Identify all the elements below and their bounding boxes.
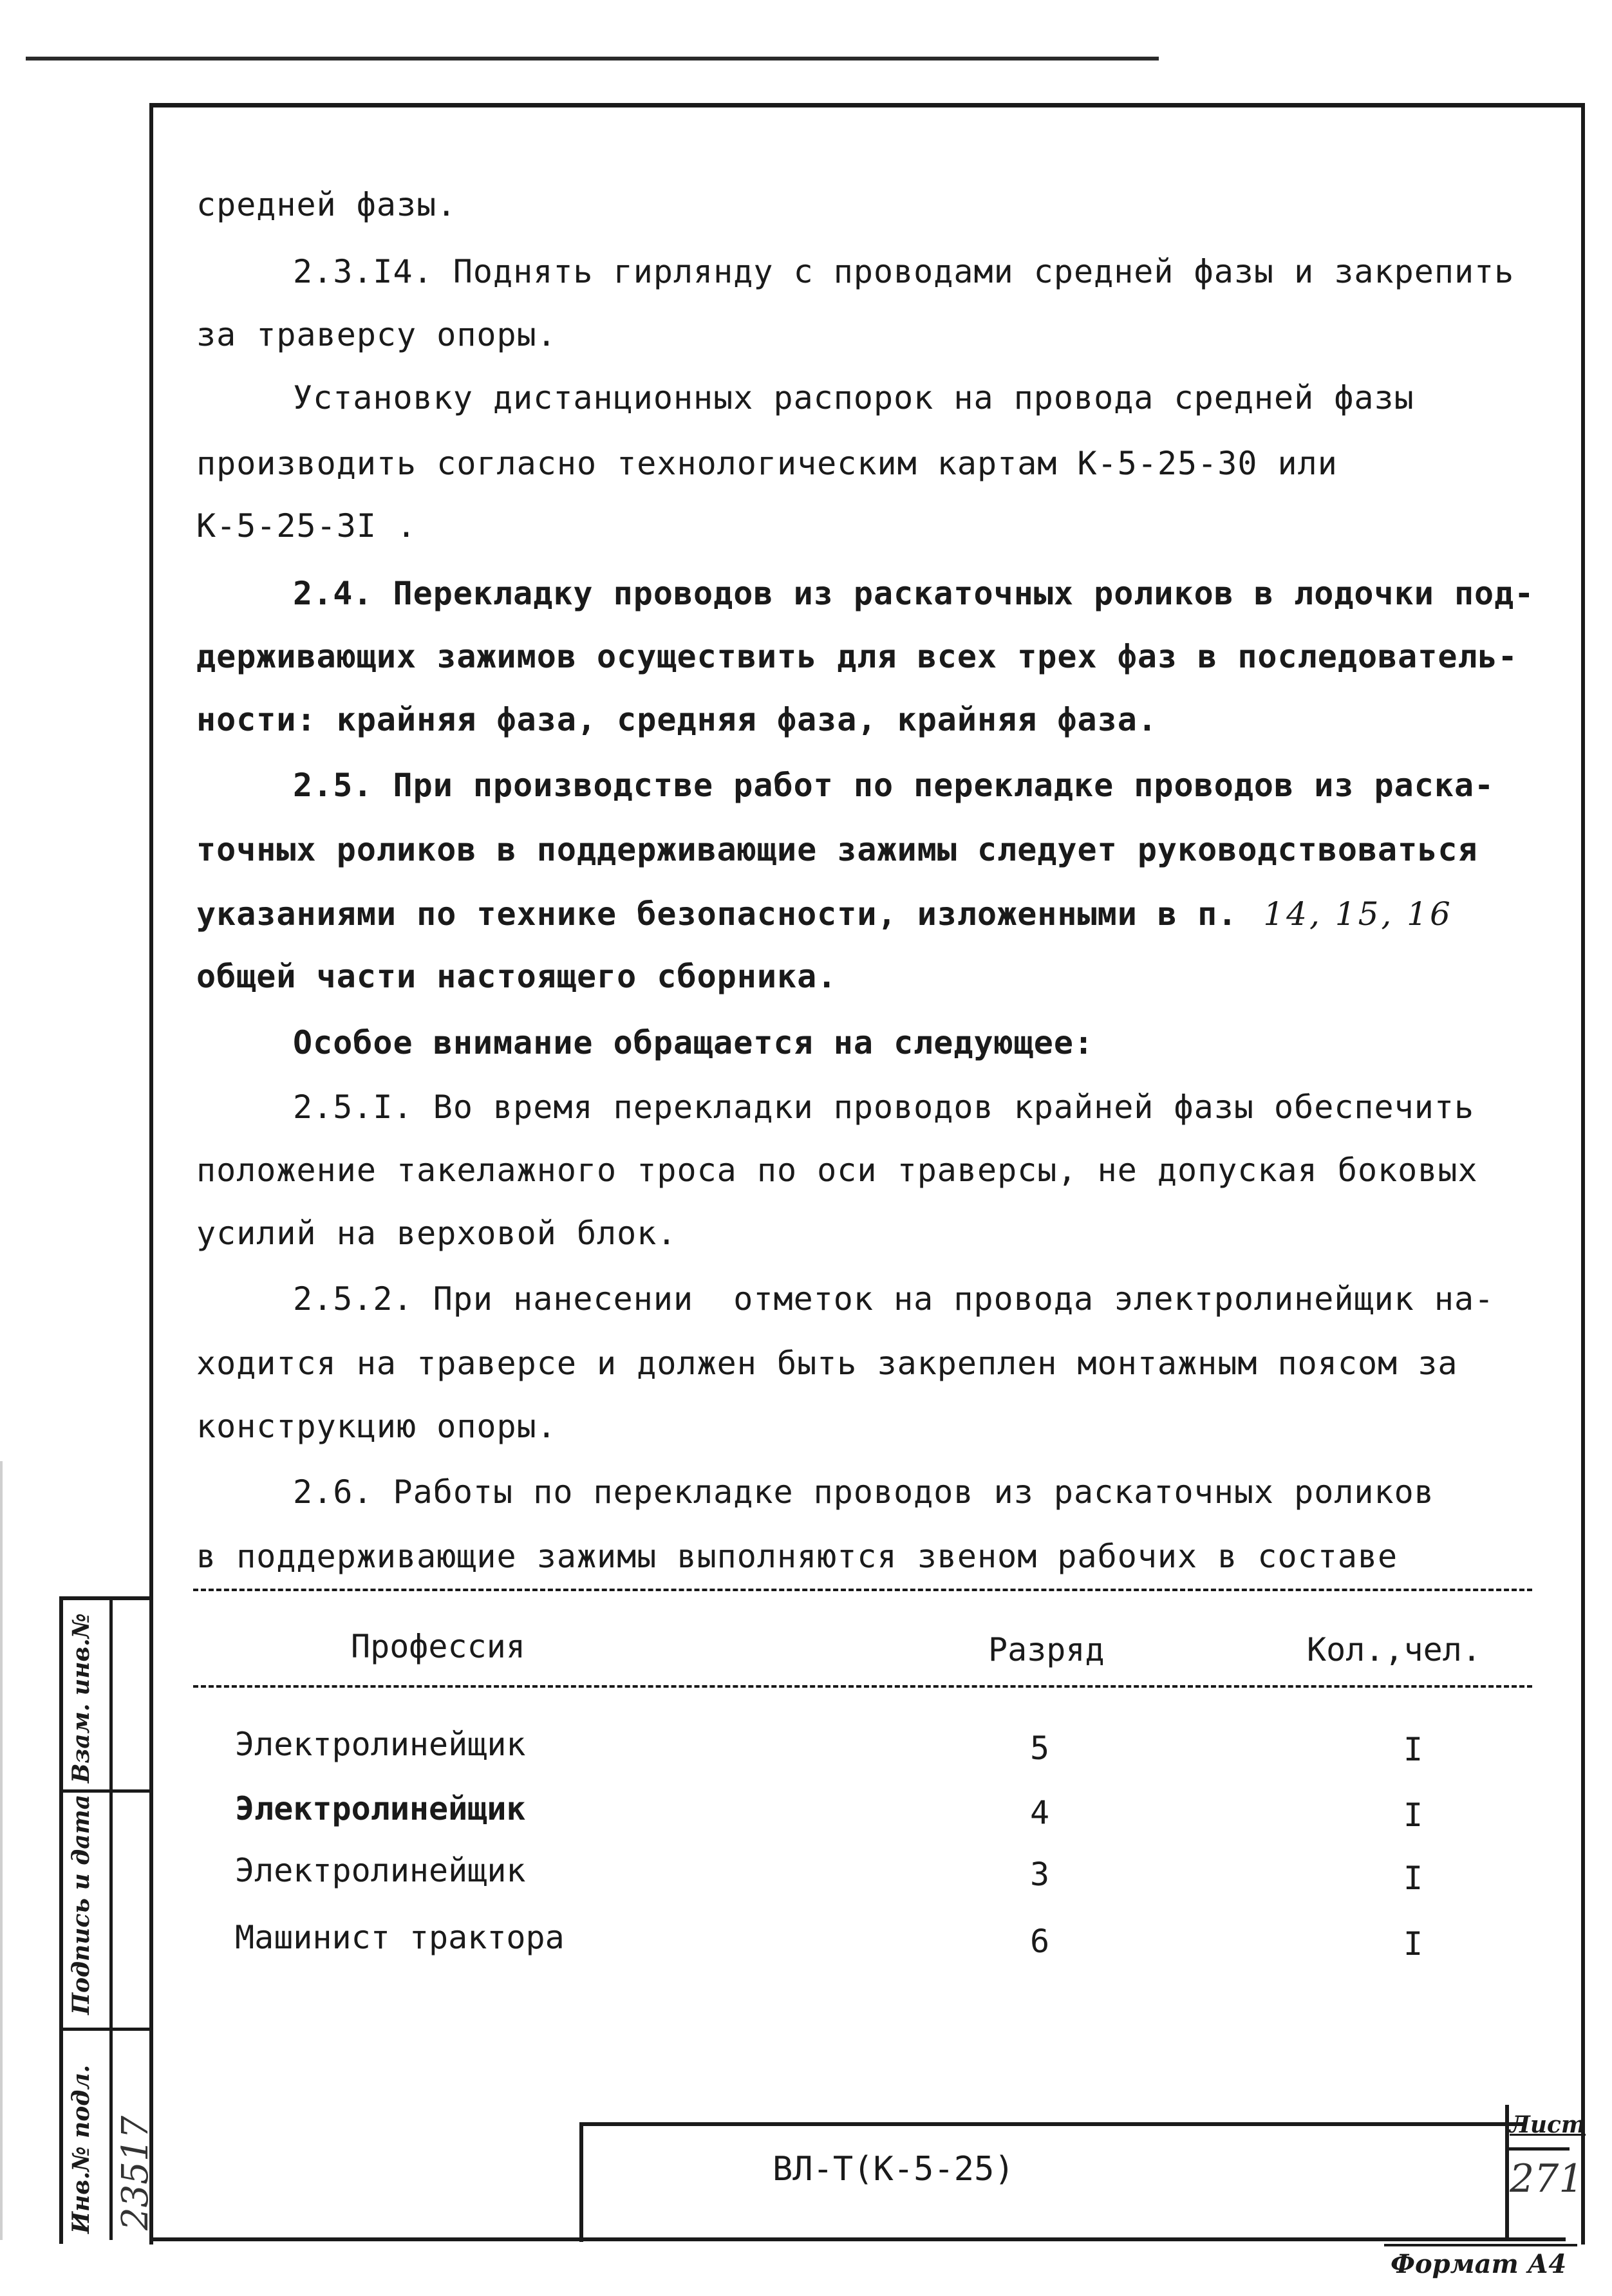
table-cell-grade: 6 bbox=[1030, 1923, 1050, 1960]
text-line: общей части настоящего сборника. bbox=[196, 958, 838, 995]
table-cell-profession: Электролинейщик bbox=[235, 1790, 526, 1827]
text-line: усилий на верховой блок. bbox=[196, 1215, 677, 1252]
text-line: положение такелажного троса по оси траверсы, не допуская боковых bbox=[196, 1152, 1478, 1189]
sheet-label: Лист bbox=[1510, 2111, 1586, 2138]
table-cell-count: I bbox=[1403, 1925, 1423, 1963]
text-line: 2.5. При производстве работ по перекладке проводов из раска- bbox=[293, 767, 1495, 804]
table-cell-count: I bbox=[1403, 1860, 1423, 1897]
text-line: в поддерживающие зажимы выполняются звеном рабочих в составе bbox=[196, 1538, 1398, 1575]
text-line: ности: крайняя фаза, средняя фаза, крайняя фаза. bbox=[196, 701, 1157, 738]
margin-label-signature-date: Подпись и дата bbox=[68, 1794, 95, 2015]
text-line: 2.3.I4. Поднять гирлянду с проводами средней фазы и закрепить bbox=[293, 253, 1515, 290]
table-header-grade: Разряд bbox=[988, 1631, 1105, 1668]
text-line: ходится на траверсе и должен быть закреплен монтажным поясом за bbox=[196, 1345, 1458, 1382]
text-line: производить согласно технологическим картам К-5-25-30 или bbox=[196, 445, 1338, 482]
table-cell-grade: 3 bbox=[1030, 1856, 1050, 1893]
text-line: Установку дистанционных распорок на провода средней фазы bbox=[293, 379, 1414, 416]
table-cell-text: Машинист трактора bbox=[235, 1919, 565, 1956]
margin-label-inv-original: Инв.№ подл. bbox=[68, 2064, 95, 2234]
top-edge-rule bbox=[26, 57, 1159, 61]
table-header-rule bbox=[193, 1685, 1532, 1688]
text-line: 2.4. Перекладку проводов из раскаточных роликов в лодочки под- bbox=[293, 575, 1535, 612]
margin-rule bbox=[59, 1789, 149, 1793]
format-rule bbox=[1384, 2244, 1577, 2246]
margin-edge-rule bbox=[0, 1461, 3, 2240]
margin-rule bbox=[59, 2028, 149, 2031]
text-line: Особое внимание обращается на следующее: bbox=[293, 1024, 1094, 1061]
margin-column-split bbox=[109, 1596, 113, 2240]
text-line: 2.5.I. Во время перекладки проводов крайней фазы обеспечить bbox=[293, 1088, 1475, 1126]
format-label: Формат А4 bbox=[1391, 2249, 1567, 2279]
title-block bbox=[579, 2122, 1523, 2242]
sheet-rule bbox=[1505, 2147, 1570, 2151]
table-header-count: Кол.,чел. bbox=[1307, 1631, 1481, 1668]
margin-inventory-number: 23517 bbox=[115, 2115, 156, 2230]
text-line bbox=[196, 895, 1453, 933]
table-cell-count: I bbox=[1403, 1797, 1423, 1834]
table-cell-profession: Электролинейщик bbox=[235, 1852, 526, 1889]
text-line: 2.6. Работы по перекладке проводов из раскаточных роликов bbox=[293, 1473, 1434, 1511]
handwritten-refs: 14, 15, 16 bbox=[1263, 895, 1453, 933]
text-line: конструкцию опоры. bbox=[196, 1408, 557, 1445]
table-cell-profession bbox=[235, 1918, 565, 1957]
table-cell-count: I bbox=[1403, 1731, 1423, 1768]
text-line: К-5-25-3I . bbox=[196, 507, 417, 545]
table-cell-grade: 4 bbox=[1030, 1794, 1050, 1831]
text-segment: указаниями по технике безопасности, изложенными в п. bbox=[196, 895, 1238, 933]
text-line: держивающих зажимов осуществить для всех трех фаз в последователь- bbox=[196, 638, 1518, 675]
sheet-number: 271 bbox=[1510, 2156, 1584, 2201]
text-line: за траверсу опоры. bbox=[196, 316, 557, 353]
text-line: 2.5.2. При нанесении отметок на провода электролинейщик на- bbox=[293, 1280, 1495, 1318]
text-line: средней фазы. bbox=[196, 186, 457, 223]
table-cell-grade: 5 bbox=[1030, 1730, 1050, 1767]
margin-label-inv-replace: Взам. инв.№ bbox=[68, 1613, 95, 1783]
document-code: ВЛ-Т(К-5-25) bbox=[773, 2150, 1015, 2189]
table-header-profession: Профессия bbox=[351, 1628, 525, 1665]
text-line: точных роликов в поддерживающие зажимы следует руководствоваться bbox=[196, 831, 1478, 868]
table-cell-profession: Электролинейщик bbox=[235, 1726, 526, 1763]
table-top-rule bbox=[193, 1589, 1532, 1591]
